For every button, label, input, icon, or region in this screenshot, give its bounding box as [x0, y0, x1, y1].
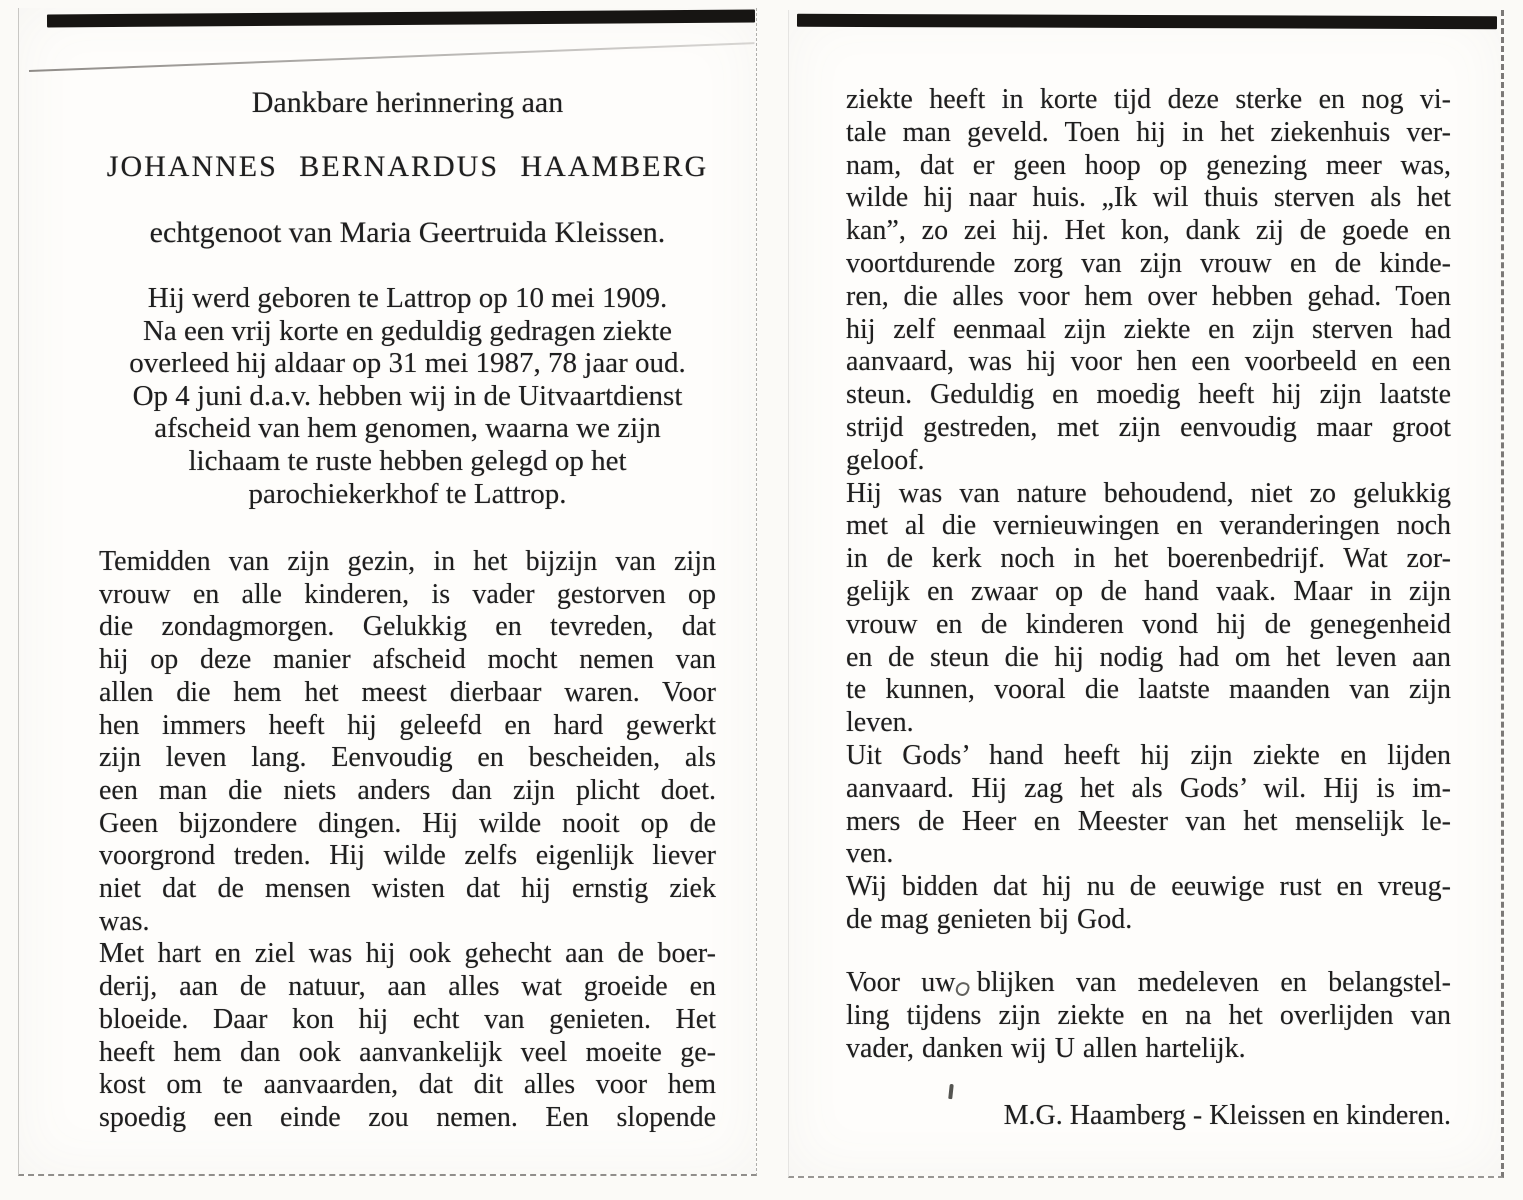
text-line: lichaam te ruste hebben gelegd op het: [188, 444, 627, 477]
text-line: hij op deze manier afscheid mocht nemen van: [99, 644, 716, 676]
text-line: ziekte heeft in korte tijd deze sterke en nog vi-: [846, 84, 1451, 115]
family-signature: M.G. Haamberg - Kleissen en kinderen.: [1003, 1100, 1451, 1131]
text-line: die zondagmorgen. Gelukkig en tevreden, dat: [99, 611, 716, 643]
text-line: aanvaard, was hij voor hen een voorbeeld en een: [846, 346, 1451, 378]
text-line: Met hart en ziel was hij ook gehecht aan de boer-: [99, 938, 716, 970]
text-line: allen die hem het meest dierbaar waren. Voor: [99, 676, 716, 708]
text-line: gelijk en zwaar op de hand vaak. Maar in zijn: [846, 575, 1451, 607]
text-line: hen immers heeft hij geleefd en hard gewerkt: [99, 709, 716, 741]
text-line: Na een vrij korte en geduldig gedragen ziekte: [142, 314, 673, 347]
text-line: tale man geveld. Toen hij in het ziekenhuis ver-: [846, 116, 1451, 148]
text-line: mers de Heer en Meester van het menselijk le-: [846, 805, 1451, 837]
text-line: Hij werd geboren te Lattrop op 10 mei 1909.: [147, 282, 668, 314]
scan-top-edge-bar: [47, 10, 755, 28]
left-page-scan: [18, 8, 757, 1176]
text-line: bloeide. Daar kon hij echt van genieten. Het: [99, 1003, 716, 1035]
text-line: steun. Geduldig en moedig heeft hij zijn laatste: [846, 379, 1451, 411]
text-line: leven.: [846, 707, 914, 739]
right-page-scan: [788, 10, 1504, 1178]
text-line: afscheid van hem genomen, waarna we zijn: [154, 412, 661, 445]
text-line: hij zelf eenmaal zijn ziekte en zijn sterven had: [846, 313, 1451, 345]
text-line: en de steun die hij nodig had om het leven aan: [846, 641, 1451, 673]
text-line: was.: [99, 905, 150, 937]
memorial-intro: Dankbare herinnering aan: [251, 86, 564, 119]
text-line: geloof.: [846, 444, 925, 476]
text-line: zijn leven lang. Eenvoudig en bescheiden, als: [99, 742, 716, 774]
text-line: ven.: [846, 838, 894, 870]
text-line: kost om te aanvaarden, dat dit alles voor hem: [99, 1069, 716, 1101]
text-line: overleed hij aldaar op 31 mei 1987, 78 jaar oud.: [129, 347, 686, 380]
text-line: nam, dat er geen hoop op genezing meer was,: [846, 149, 1451, 181]
text-line: met al die vernieuwingen en veranderingen noch: [846, 510, 1451, 542]
text-line: wilde hij naar huis. „Ik wil thuis sterven als het: [846, 182, 1451, 214]
text-line: te kunnen, vooral die laatste maanden van zijn: [846, 674, 1451, 706]
text-line: parochiekerkhof te Lattrop.: [248, 477, 567, 510]
text-line: Uit Gods’ hand heeft hij zijn ziekte en lijden: [846, 739, 1451, 771]
text-line: vrouw en alle kinderen, is vader gestorven op: [99, 578, 716, 610]
text-line: niet dat de mensen wisten dat hij ernstig ziek: [99, 873, 716, 905]
text-line: strijd gestreden, met zijn eenvoudig maar groot: [846, 411, 1451, 443]
left-body-block: [99, 546, 716, 1135]
text-line: Hij was van nature behoudend, niet zo gelukkig: [846, 477, 1451, 509]
birth-death-block: [99, 282, 716, 510]
text-line: vader, danken wij U allen hartelijk.: [846, 1032, 1246, 1064]
text-line: spoedig een einde zou nemen. Een slopende: [99, 1101, 716, 1133]
ink-mark-artifact: [948, 1084, 954, 1099]
text-line: derij, aan de natuur, aan alles wat groeide en: [99, 971, 716, 1003]
text-line: Op 4 juni d.a.v. hebben wij in de Uitvaartdienst: [132, 379, 683, 412]
text-line: Wij bidden dat hij nu de eeuwige rust en vreug-: [846, 871, 1451, 903]
scan-fold-line: [29, 42, 755, 72]
text-line: Temidden van zijn gezin, in het bijzijn van zijn: [99, 546, 716, 577]
text-line: de mag genieten bij God.: [846, 903, 1133, 935]
text-line: Geen bijzondere dingen. Hij wilde nooit op de: [99, 807, 716, 839]
spouse-line: echtgenoot van Maria Geertruida Kleissen.: [149, 216, 666, 249]
text-line: heeft hem dan ook aanvankelijk veel moeite ge-: [99, 1036, 716, 1068]
text-line: voortdurende zorg van zijn vrouw en de kinde-: [846, 247, 1451, 279]
text-line: in de kerk noch in het boerenbedrijf. Wat zor-: [846, 543, 1451, 575]
deceased-name: JOHANNES BERNARDUS HAAMBERG: [106, 150, 709, 183]
text-line: vrouw en de kinderen vond hij de genegenheid: [846, 608, 1451, 640]
text-line: voorgrond treden. Hij wilde zelfs eigenlijk liever: [99, 840, 716, 872]
text-line: Voor uw blijken van medeleven en belangstel-: [846, 967, 1451, 998]
acknowledgement-block: [846, 967, 1451, 1065]
text-line: aanvaard. Hij zag het als Gods’ wil. Hij is im-: [846, 772, 1451, 804]
text-line: ren, die alles voor hem over hebben gehad. Toen: [846, 280, 1451, 312]
text-line: kan”, zo zei hij. Het kon, dank zij de goede en: [846, 215, 1451, 247]
scan-top-edge-bar: [797, 14, 1497, 29]
text-line: ling tijdens zijn ziekte en na het overlijden van: [846, 999, 1451, 1031]
text-line: een man die niets anders dan zijn plicht doet.: [99, 774, 716, 806]
right-body-block: [846, 84, 1451, 937]
